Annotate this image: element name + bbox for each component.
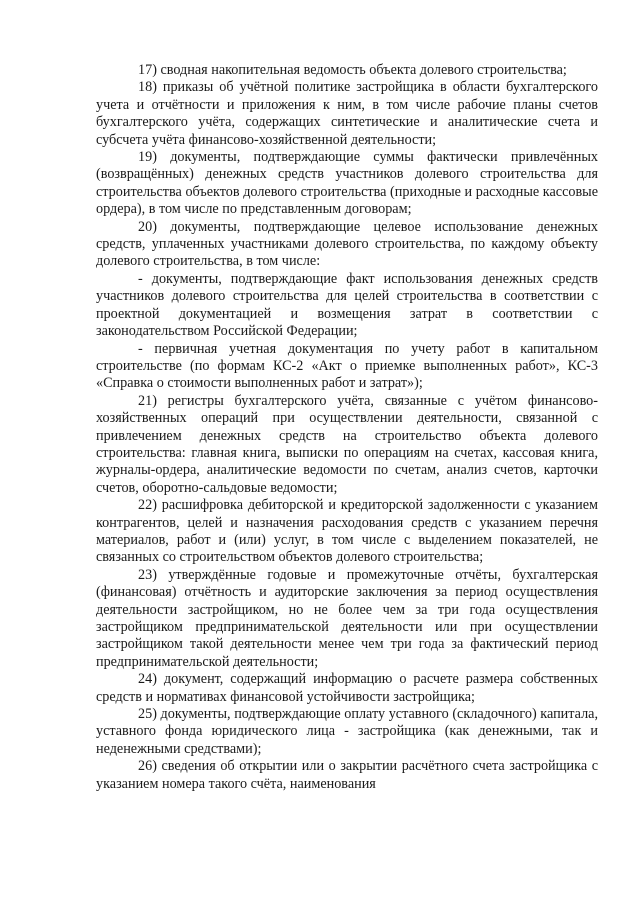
- paragraph-item-19: 19) документы, подтверждающие суммы фактически привлечённых (возвращённых) денежных средств участников долевого строительства для строительства объектов долевого строительства (приходные и расходные кассовые ордера), в том числе по представленным договорам;: [96, 149, 598, 218]
- document-page: [96, 62, 598, 793]
- paragraph-item-25: 25) документы, подтверждающие оплату уставного (складочного) капитала, уставного фонда юридического лица - застройщика (как денежными, так и неденежными средствами);: [96, 706, 598, 757]
- paragraph-subitem-primary-documentation: - первичная учетная документация по учету работ в капитальном строительстве (по формам КС-2 «Акт о приемке выполненных работ», КС-3 «Справка о стоимости выполненных работ и затрат»);: [96, 340, 598, 392]
- paragraph-item-23: 23) утверждённые годовые и промежуточные отчёты, бухгалтерская (финансовая) отчётность и аудиторские заключения за период осуществления деятельности застройщиком, но не более чем за три года осуществления застройщиком предпринимательской деятельности или при осуществлении застройщиком такой деятельности менее чем три года за фактический период предпринимательской деятельности;: [96, 566, 598, 670]
- paragraph-subitem-use-of-funds: - документы, подтверждающие факт использования денежных средств участников долевого строительства для целей строительства в соответствии с проектной документацией и возмещения затрат в соответствии с законодательством Российской Федерации;: [96, 270, 598, 340]
- paragraph-item-21: 21) регистры бухгалтерского учёта, связанные с учётом финансово-хозяйственных операций при осуществлении деятельности, связанной с привлечением денежных средств на строительство объекта долевого строительства: главная книга, выписки по операциям на счетах, кассовая книга, журналы-ордера, аналитические ведомости по счетам, анализ счетов, карточки счетов, оборотно-сальдовые ведомости;: [96, 392, 598, 496]
- paragraph-item-24: 24) документ, содержащий информацию о расчете размера собственных средств и нормативах финансовой устойчивости застройщика;: [96, 671, 598, 705]
- paragraph-item-17: 17) сводная накопительная ведомость объекта долевого строительства;: [138, 62, 567, 78]
- paragraph-item-26: 26) сведения об открытии или о закрытии расчётного счета застройщика с указанием номера такого счёта, наименования: [96, 758, 598, 792]
- paragraph-item-20: 20) документы, подтверждающие целевое использование денежных средств, уплаченных участниками долевого строительства, по каждому объекту долевого строительства, в том числе:: [96, 218, 598, 270]
- paragraph-item-22: 22) расшифровка дебиторской и кредиторской задолженности с указанием контрагентов, целей и назначения расходования средств с указанием перечня материалов, работ и (или) услуг, в том числе с выделением показателей, не связанных со строительством объектов долевого строительства;: [96, 497, 598, 566]
- paragraph-item-18: 18) приказы об учётной политике застройщика в области бухгалтерского учета и отчётности и приложения к ним, в том числе рабочие планы счетов бухгалтерского учёта, содержащих синтетические и аналитические счета и субсчета учёта финансово-хозяйственной деятельности;: [96, 79, 598, 148]
